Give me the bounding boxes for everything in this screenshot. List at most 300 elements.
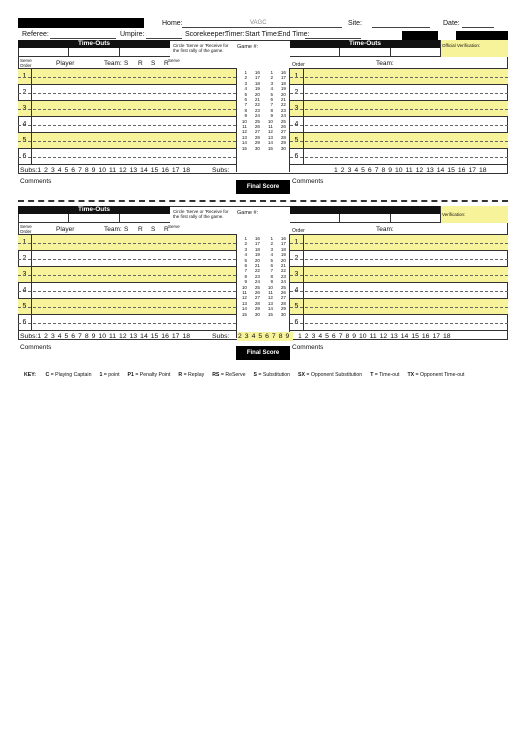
sub-number[interactable]: 10 [98, 333, 106, 340]
tally-number: 28 [254, 134, 260, 140]
right-player-rows [290, 68, 508, 165]
team-label-right: Team: [376, 226, 394, 233]
tally-number: 9 [270, 113, 273, 119]
tally-number: 10 [241, 284, 247, 290]
tally-number: 17 [280, 241, 286, 247]
tally-number: 3 [270, 80, 273, 86]
sub-number[interactable]: 14 [140, 167, 148, 174]
tally-number: 6 [244, 97, 247, 103]
game-block-2 [18, 206, 508, 361]
tally-number: 23 [254, 273, 260, 279]
tally-number: 7 [244, 268, 247, 274]
sub-number[interactable]: 3 [50, 333, 55, 340]
sub-number[interactable]: 2 [238, 333, 242, 340]
tally-number: 21 [280, 263, 286, 269]
tally-number: 6 [244, 263, 247, 269]
row-number: 6 [18, 149, 32, 165]
sub-number[interactable]: 9 [388, 167, 393, 174]
table-row[interactable] [290, 69, 508, 85]
tally-left-2 [265, 70, 273, 151]
tally-number: 25 [280, 284, 286, 290]
row-number: 5 [290, 299, 304, 315]
tally-number: 16 [280, 236, 286, 241]
table-row[interactable] [18, 149, 236, 165]
circle-note: Circle 'Serve or 'Receive for the first rally of the game. [173, 43, 229, 53]
sub-number[interactable]: 4 [354, 167, 359, 174]
tally-number: 18 [280, 80, 286, 86]
r-label: R [138, 226, 143, 233]
sub-number[interactable]: 1 [334, 167, 338, 174]
row-number: 1 [290, 69, 304, 85]
tally-number: 28 [254, 300, 260, 306]
tally-number: 7 [244, 102, 247, 108]
comments-right[interactable]: Comments [292, 178, 324, 185]
sub-number[interactable]: 1 [298, 333, 302, 340]
table-row[interactable] [18, 69, 236, 85]
final-score: Final Score [236, 180, 290, 194]
tally-number: 18 [254, 80, 260, 86]
sub-number[interactable]: 11 [405, 167, 413, 174]
final-score: Final Score [236, 346, 290, 360]
tally-number: 30 [254, 311, 260, 317]
site-field[interactable] [372, 19, 430, 28]
subs-mid-numbers [237, 332, 293, 341]
tally-number: 6 [270, 263, 273, 269]
sub-number[interactable]: 2 [44, 333, 48, 340]
serve-order-label: Serve Order [20, 224, 32, 234]
tally-number: 1 [244, 236, 247, 241]
sub-number[interactable]: 9 [285, 333, 290, 340]
tally-number: 21 [254, 97, 260, 103]
verification-label: Verification: [442, 212, 466, 217]
tally-number: 23 [280, 107, 286, 113]
timeouts-boxes-right[interactable] [290, 48, 440, 57]
game-block-1 [18, 40, 508, 195]
order-label-right: Order [292, 62, 305, 68]
sub-number[interactable]: 8 [381, 167, 386, 174]
sub-number[interactable]: 17 [171, 167, 180, 174]
game-number-label: Game #: [237, 44, 259, 50]
timeouts-bar-left: Time-Outs [18, 40, 170, 48]
umpire-field[interactable] [146, 30, 182, 39]
tally-number: 5 [270, 257, 273, 263]
sub-number[interactable]: 1 [37, 167, 42, 174]
sub-number[interactable]: 12 [415, 167, 424, 174]
timer-label: Timer: [225, 31, 245, 38]
tally-number: 17 [254, 241, 260, 247]
table-row[interactable] [18, 299, 236, 315]
sub-number[interactable]: 15 [447, 167, 455, 174]
r-label-2: R [164, 226, 169, 233]
row-number: 2 [290, 85, 304, 101]
tally-number: 25 [280, 118, 286, 124]
tally-number: 30 [280, 311, 286, 317]
sub-number[interactable]: 18 [182, 167, 190, 174]
tally-number: 15 [241, 145, 247, 151]
tally-number: 11 [268, 290, 273, 296]
row-number: 5 [18, 299, 32, 315]
tally-number: 25 [254, 118, 260, 124]
site-label: Site: [348, 20, 363, 27]
sub-number[interactable]: 2 [44, 167, 48, 174]
official-verification-label: Official Verification: [442, 43, 481, 48]
subs-right-numbers [298, 332, 454, 341]
tally-number: 4 [244, 252, 247, 258]
sub-number[interactable]: 8 [84, 333, 89, 340]
sub-number[interactable]: 2 [304, 333, 309, 340]
tally-number: 10 [267, 284, 273, 290]
tally-number: 9 [244, 113, 247, 119]
key-item: 1 = point [99, 372, 120, 378]
tally-number: 29 [254, 306, 260, 312]
key-title: KEY: [24, 372, 37, 378]
sub-number[interactable]: 15 [150, 333, 159, 340]
sub-number[interactable]: 4 [318, 333, 323, 340]
sub-number[interactable]: 13 [390, 333, 398, 340]
tally-number: 12 [267, 295, 273, 301]
key-item: S = Substitution [253, 372, 291, 378]
serve-order-label: Serve Order [20, 58, 32, 68]
scorekeeper-label: Scorekeeper: [185, 31, 227, 38]
subs-numbers [37, 167, 193, 174]
point-tally-column [236, 234, 290, 338]
tally-number: 7 [270, 268, 273, 274]
subs-right-numbers [334, 166, 490, 175]
tally-number: 9 [270, 279, 273, 285]
sub-number[interactable]: 11 [369, 333, 377, 340]
tally-number: 14 [267, 140, 273, 146]
team-label-right: Team: [376, 60, 394, 67]
row-number: 5 [18, 133, 32, 149]
tally-number: 3 [244, 80, 247, 86]
subs-label: Subs: [20, 167, 38, 174]
sub-number[interactable]: 16 [457, 167, 466, 174]
timeouts-boxes-left[interactable] [18, 48, 170, 57]
tally-number: 27 [254, 295, 260, 301]
sub-number[interactable]: 5 [258, 333, 263, 340]
sub-number[interactable]: 9 [91, 167, 96, 174]
tally-number: 10 [267, 118, 273, 124]
row-number: 3 [18, 101, 32, 117]
tally-number: 27 [280, 129, 286, 135]
tally-number: 19 [280, 252, 286, 258]
sub-number[interactable]: 5 [64, 167, 69, 174]
key-item: T = Time-out [370, 372, 400, 378]
sub-number[interactable]: 6 [331, 333, 336, 340]
tally-number: 21 [280, 97, 286, 103]
tally-number: 8 [270, 107, 273, 113]
subs-label: Subs: [212, 333, 230, 340]
table-row[interactable] [18, 85, 236, 101]
key-item: R = Replay [178, 372, 205, 378]
comments-left[interactable]: Comments [20, 178, 52, 185]
tally-number: 20 [254, 257, 260, 263]
timeouts-boxes-right[interactable] [290, 214, 440, 223]
left-player-rows [18, 68, 236, 165]
tally-number: 15 [241, 311, 247, 317]
tally-number: 2 [244, 241, 247, 247]
key-items [37, 372, 464, 378]
sub-number[interactable]: 15 [150, 167, 159, 174]
table-row[interactable] [18, 133, 236, 149]
row-number: 2 [18, 85, 32, 101]
tally-number: 22 [280, 102, 286, 108]
subs-label: Subs: [20, 333, 38, 340]
s-label: S [124, 60, 129, 67]
tally-number: 18 [254, 246, 260, 252]
tally-number: 2 [270, 75, 273, 81]
tally-number: 29 [280, 140, 286, 146]
sub-number[interactable]: 13 [426, 167, 434, 174]
row-number: 6 [18, 315, 32, 331]
sub-number[interactable]: 10 [395, 167, 403, 174]
subs-right [212, 332, 229, 341]
subs-left [20, 166, 193, 175]
sub-number[interactable]: 12 [119, 333, 127, 340]
table-row[interactable] [18, 283, 236, 299]
right-player-rows [290, 234, 508, 331]
sub-number[interactable]: 2 [340, 167, 345, 174]
sub-number[interactable]: 4 [57, 333, 62, 340]
sub-number[interactable]: 4 [57, 167, 62, 174]
sub-number[interactable]: 5 [325, 333, 329, 340]
sub-number[interactable]: 5 [64, 333, 69, 340]
tally-number: 23 [254, 107, 260, 113]
row-number: 5 [290, 133, 304, 149]
timeouts-bar-left: Time-Outs [18, 206, 170, 214]
tally-number: 12 [241, 129, 247, 135]
legend-key [24, 372, 464, 378]
comments-right[interactable]: Comments [292, 344, 324, 351]
tally-number: 22 [280, 268, 286, 274]
tally-right-2 [276, 236, 286, 317]
tally-number: 14 [267, 306, 273, 312]
referee-field[interactable] [50, 30, 116, 39]
sub-number[interactable]: 10 [98, 167, 106, 174]
sub-number[interactable]: 9 [352, 333, 357, 340]
table-row[interactable] [290, 251, 508, 267]
sub-number[interactable]: 12 [119, 167, 127, 174]
start-time-label: Start Time: [245, 31, 279, 38]
table-row[interactable] [290, 235, 508, 251]
sub-number[interactable]: 14 [436, 167, 445, 174]
table-row[interactable] [18, 251, 236, 267]
tally-number: 5 [270, 91, 273, 97]
tally-number: 8 [244, 107, 247, 113]
key-item: TX = Opponent Time-out [407, 372, 465, 378]
serve-label: Serve [168, 58, 180, 63]
sub-number[interactable]: 1 [37, 333, 42, 340]
sub-number[interactable]: 17 [468, 167, 477, 174]
team-label-left: Team: [104, 226, 122, 233]
sub-number[interactable]: 6 [71, 167, 76, 174]
sub-number[interactable]: 7 [374, 167, 379, 174]
sub-number[interactable]: 10 [359, 333, 367, 340]
table-row[interactable] [290, 149, 508, 165]
tally-number: 23 [280, 273, 286, 279]
key-item: RS = ReServe [212, 372, 246, 378]
subs-numbers [238, 333, 292, 340]
header-black-box-2 [456, 31, 508, 40]
row-number: 4 [290, 283, 304, 299]
table-row[interactable] [290, 267, 508, 283]
s-label-2: S [151, 60, 156, 67]
subs-right [212, 166, 229, 175]
tally-number: 26 [254, 124, 260, 130]
tally-number: 22 [254, 102, 260, 108]
sub-number[interactable]: 16 [161, 167, 169, 174]
sub-number[interactable]: 18 [479, 167, 487, 174]
tally-number: 21 [254, 263, 260, 269]
tally-number: 16 [254, 70, 260, 75]
row-number: 4 [18, 117, 32, 133]
table-row[interactable] [290, 85, 508, 101]
sub-number[interactable]: 11 [108, 167, 117, 174]
date-field[interactable] [462, 19, 494, 28]
sub-number[interactable]: 7 [338, 333, 343, 340]
sub-number[interactable]: 3 [244, 333, 249, 340]
tally-number: 13 [267, 300, 273, 306]
sub-number[interactable]: 6 [367, 167, 372, 174]
sub-number[interactable]: 11 [108, 333, 117, 340]
table-row[interactable] [18, 267, 236, 283]
date-label: Date: [443, 20, 460, 27]
tally-number: 14 [241, 140, 247, 146]
table-row[interactable] [290, 299, 508, 315]
player-label: Player [56, 60, 75, 67]
row-number: 6 [290, 315, 304, 331]
table-row[interactable] [290, 117, 508, 133]
sub-number[interactable]: 14 [400, 333, 409, 340]
tally-number: 8 [270, 273, 273, 279]
row-number: 2 [18, 251, 32, 267]
team-label-left: Team: [104, 60, 122, 67]
tally-number: 4 [270, 86, 273, 92]
tally-left [239, 70, 247, 151]
player-label: Player [56, 226, 75, 233]
row-number: 2 [290, 251, 304, 267]
table-row[interactable] [18, 235, 236, 251]
table-row[interactable] [18, 101, 236, 117]
row-number: 6 [290, 149, 304, 165]
sub-number[interactable]: 12 [379, 333, 388, 340]
tally-number: 26 [254, 290, 260, 296]
sub-number[interactable]: 8 [84, 167, 89, 174]
tally-right [250, 70, 260, 151]
tally-right [250, 236, 260, 317]
tally-number: 13 [241, 134, 247, 140]
tally-left-2 [265, 236, 273, 317]
row-number: 3 [290, 267, 304, 283]
key-item: P1 = Penalty Point [127, 372, 171, 378]
sub-number[interactable]: 7 [78, 333, 82, 340]
sub-number[interactable]: 16 [421, 333, 430, 340]
tally-number: 3 [270, 246, 273, 252]
row-number: 3 [290, 101, 304, 117]
sub-number[interactable]: 18 [443, 333, 451, 340]
comments-left[interactable]: Comments [20, 344, 52, 351]
home-label: Home: [162, 20, 183, 27]
sub-number[interactable]: 8 [278, 333, 283, 340]
timeouts-boxes-left[interactable] [18, 214, 170, 223]
table-row[interactable] [18, 117, 236, 133]
tally-number: 29 [280, 306, 286, 312]
tally-number: 11 [242, 124, 247, 130]
sub-number[interactable]: 13 [129, 167, 138, 174]
sub-number[interactable]: 3 [347, 167, 352, 174]
umpire-label: Umpire: [120, 31, 145, 38]
circle-note: Circle 'Serve or 'Receive for the first rally of the game. [173, 209, 229, 219]
sub-number[interactable]: 3 [50, 167, 55, 174]
table-row[interactable] [290, 315, 508, 331]
sub-number[interactable]: 14 [140, 333, 148, 340]
sub-number[interactable]: 4 [251, 333, 256, 340]
tally-number: 18 [280, 246, 286, 252]
table-row[interactable] [290, 101, 508, 117]
tally-number: 24 [254, 279, 260, 285]
sub-number[interactable]: 15 [411, 333, 419, 340]
table-row[interactable] [290, 283, 508, 299]
tally-number: 24 [280, 113, 286, 119]
tally-number: 26 [280, 124, 286, 130]
tally-number: 24 [280, 279, 286, 285]
sub-number[interactable]: 7 [271, 333, 276, 340]
end-time-field[interactable] [305, 30, 361, 39]
table-row[interactable] [290, 133, 508, 149]
row-number: 4 [290, 117, 304, 133]
tally-number: 5 [244, 257, 247, 263]
tally-number: 10 [241, 118, 247, 124]
tally-number: 4 [270, 252, 273, 258]
tally-number: 17 [280, 75, 286, 81]
sub-number[interactable]: 16 [161, 333, 169, 340]
sub-number[interactable]: 13 [129, 333, 138, 340]
sub-number[interactable]: 17 [432, 333, 441, 340]
point-tally-column [236, 68, 290, 172]
s-label-2: S [151, 226, 156, 233]
tally-number: 1 [244, 70, 247, 75]
sub-number[interactable]: 6 [71, 333, 76, 340]
tally-number: 17 [254, 75, 260, 81]
tally-number: 11 [242, 290, 247, 296]
tally-number: 11 [268, 124, 273, 130]
tally-number: 27 [280, 295, 286, 301]
sub-number[interactable]: 9 [91, 333, 96, 340]
home-value: VAGC [250, 20, 267, 26]
tally-number: 6 [270, 97, 273, 103]
tally-number: 30 [254, 145, 260, 151]
tally-number: 1 [270, 70, 273, 75]
tally-number: 19 [280, 86, 286, 92]
tally-number: 20 [254, 91, 260, 97]
tally-number: 29 [254, 140, 260, 146]
sub-number[interactable]: 7 [78, 167, 82, 174]
sub-number[interactable]: 5 [361, 167, 365, 174]
tally-number: 13 [241, 300, 247, 306]
order-label-right: Order [292, 228, 305, 234]
tally-number: 22 [254, 268, 260, 274]
tally-number: 20 [280, 91, 286, 97]
sub-number[interactable]: 3 [311, 333, 316, 340]
sub-number[interactable]: 8 [345, 333, 350, 340]
table-row[interactable] [18, 315, 236, 331]
sub-number[interactable]: 18 [182, 333, 190, 340]
tally-number: 12 [241, 295, 247, 301]
sub-number[interactable]: 17 [171, 333, 180, 340]
sub-number[interactable]: 6 [265, 333, 269, 340]
tally-number: 13 [267, 134, 273, 140]
subs-numbers [37, 333, 193, 340]
